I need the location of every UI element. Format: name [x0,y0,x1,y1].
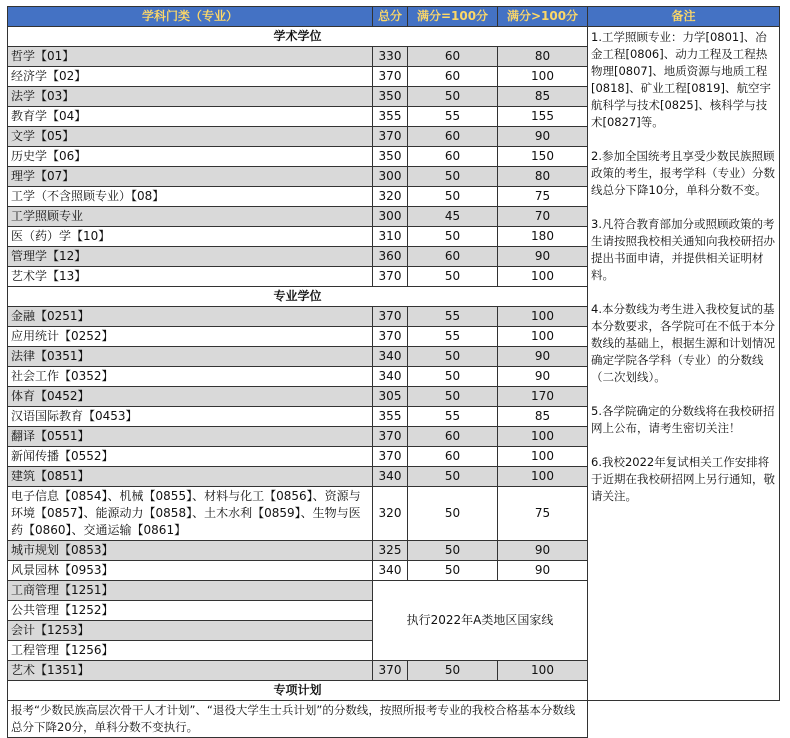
row-name: 法律【0351】 [8,347,373,367]
row-name: 会计【1253】 [8,621,373,641]
row-name: 哲学【01】 [8,47,373,67]
row-eq100: 60 [408,447,498,467]
row-gt100: 75 [498,487,588,541]
row-name: 工商管理【1251】 [8,581,373,601]
section-special: 专项计划 [8,681,588,701]
row-gt100: 170 [498,387,588,407]
row-total: 370 [373,267,408,287]
row-eq100: 50 [408,167,498,187]
row-eq100: 60 [408,67,498,87]
row-name: 经济学【02】 [8,67,373,87]
row-name: 医（药）学【10】 [8,227,373,247]
row-name: 应用统计【0252】 [8,327,373,347]
row-eq100: 55 [408,107,498,127]
row-total: 310 [373,227,408,247]
row-gt100: 100 [498,467,588,487]
section-academic: 学术学位 [8,27,588,47]
row-total: 370 [373,307,408,327]
row-name: 文学【05】 [8,127,373,147]
header-eq100: 满分=100分 [408,7,498,27]
row-gt100: 155 [498,107,588,127]
row-name: 工程管理【1256】 [8,641,373,661]
row-gt100: 90 [498,247,588,267]
row-gt100: 75 [498,187,588,207]
section-professional: 专业学位 [8,287,588,307]
row-name: 金融【0251】 [8,307,373,327]
row-gt100: 80 [498,47,588,67]
row-eq100: 60 [408,427,498,447]
row-eq100: 50 [408,227,498,247]
row-total: 370 [373,67,408,87]
row-total: 320 [373,187,408,207]
national-line-note: 执行2022年A类地区国家线 [373,581,588,661]
row-name: 艺术学【13】 [8,267,373,287]
row-total: 325 [373,541,408,561]
row-eq100: 50 [408,347,498,367]
score-table [7,6,780,738]
row-gt100: 100 [498,307,588,327]
row-name: 社会工作【0352】 [8,367,373,387]
row-gt100: 90 [498,367,588,387]
row-name: 教育学【04】 [8,107,373,127]
row-name: 理学【07】 [8,167,373,187]
row-name: 工学（不含照顾专业）【08】 [8,187,373,207]
row-total: 305 [373,387,408,407]
row-gt100: 100 [498,661,588,681]
row-gt100: 90 [498,127,588,147]
row-name: 汉语国际教育【0453】 [8,407,373,427]
header-category: 学科门类（专业） [8,7,373,27]
row-eq100: 50 [408,187,498,207]
row-eq100: 50 [408,661,498,681]
row-total: 355 [373,407,408,427]
row-name: 新闻传播【0552】 [8,447,373,467]
row-gt100: 100 [498,447,588,467]
table-row [8,701,780,738]
row-total: 330 [373,47,408,67]
row-total: 370 [373,427,408,447]
row-gt100: 150 [498,147,588,167]
row-total: 300 [373,167,408,187]
row-eq100: 50 [408,367,498,387]
note-item: 1.工学照顾专业：力学[0801]、冶金工程[0806]、动力工程及工程热物理[0807]、地质资源与地质工程[0818]、矿业工程[0819]、航空宇航科学与技术[0825]、核科学与技术[0827]等。 [591,30,771,129]
notes-cell [588,27,780,701]
row-name: 体育【0452】 [8,387,373,407]
row-name: 电子信息【0854】、机械【0855】、材料与化工【0856】、资源与环境【0857】、能源动力【0858】、土木水利【0859】、生物与医药【0860】、交通运输【0861】 [8,487,373,541]
row-eq100: 60 [408,247,498,267]
row-gt100: 90 [498,561,588,581]
row-eq100: 60 [408,127,498,147]
row-eq100: 50 [408,561,498,581]
row-total: 360 [373,247,408,267]
row-eq100: 55 [408,327,498,347]
note-item: 2.参加全国统考且享受少数民族照顾政策的考生，报考学科（专业）分数线总分下降10分，单科分数不变。 [591,149,775,197]
row-name: 建筑【0851】 [8,467,373,487]
row-eq100: 50 [408,387,498,407]
row-gt100: 100 [498,67,588,87]
row-gt100: 90 [498,347,588,367]
row-name: 艺术【1351】 [8,661,373,681]
row-gt100: 85 [498,407,588,427]
row-name: 管理学【12】 [8,247,373,267]
row-total: 370 [373,127,408,147]
row-eq100: 55 [408,407,498,427]
row-total: 370 [373,447,408,467]
row-total: 320 [373,487,408,541]
row-eq100: 60 [408,147,498,167]
row-gt100: 100 [498,267,588,287]
row-eq100: 50 [408,467,498,487]
row-total: 350 [373,147,408,167]
special-plan-text: 报考“少数民族高层次骨干人才计划”、“退役大学生士兵计划”的分数线，按照所报考专业的我校合格基本分数线总分下降20分，单科分数不变执行。 [8,701,588,738]
row-eq100: 50 [408,267,498,287]
note-item: 4.本分数线为考生进入我校复试的基本分数要求，各学院可在不低于本分数线的基础上，根据生源和计划情况确定学院各学科（专业）的分数线（二次划线）。 [591,302,775,384]
row-name: 历史学【06】 [8,147,373,167]
row-total: 370 [373,661,408,681]
row-gt100: 80 [498,167,588,187]
row-name: 公共管理【1252】 [8,601,373,621]
row-name: 翻译【0551】 [8,427,373,447]
row-total: 340 [373,561,408,581]
row-name: 工学照顾专业 [8,207,373,227]
row-total: 350 [373,87,408,107]
header-row [8,7,780,27]
note-item: 5.各学院确定的分数线将在我校研招网上公布，请考生密切关注！ [591,404,775,435]
row-total: 340 [373,367,408,387]
row-eq100: 50 [408,541,498,561]
row-gt100: 85 [498,87,588,107]
row-eq100: 50 [408,87,498,107]
row-total: 355 [373,107,408,127]
row-name: 风景园林【0953】 [8,561,373,581]
note-item: 3.凡符合教育部加分或照顾政策的考生请按照我校相关通知向我校研招办提出书面申请，并提供相关证明材料。 [591,217,775,282]
header-total: 总分 [373,7,408,27]
row-gt100: 100 [498,427,588,447]
row-name: 城市规划【0853】 [8,541,373,561]
row-eq100: 45 [408,207,498,227]
header-gt100: 满分>100分 [498,7,588,27]
row-total: 340 [373,467,408,487]
row-name: 法学【03】 [8,87,373,107]
row-gt100: 180 [498,227,588,247]
row-eq100: 50 [408,487,498,541]
row-gt100: 70 [498,207,588,227]
row-eq100: 55 [408,307,498,327]
note-item: 6.我校2022年复试相关工作安排将于近期在我校研招网上另行通知，敬请关注。 [591,455,775,503]
row-gt100: 100 [498,327,588,347]
row-gt100: 90 [498,541,588,561]
row-total: 300 [373,207,408,227]
row-total: 340 [373,347,408,367]
row-total: 370 [373,327,408,347]
row-eq100: 60 [408,47,498,67]
header-notes: 备注 [588,7,780,27]
